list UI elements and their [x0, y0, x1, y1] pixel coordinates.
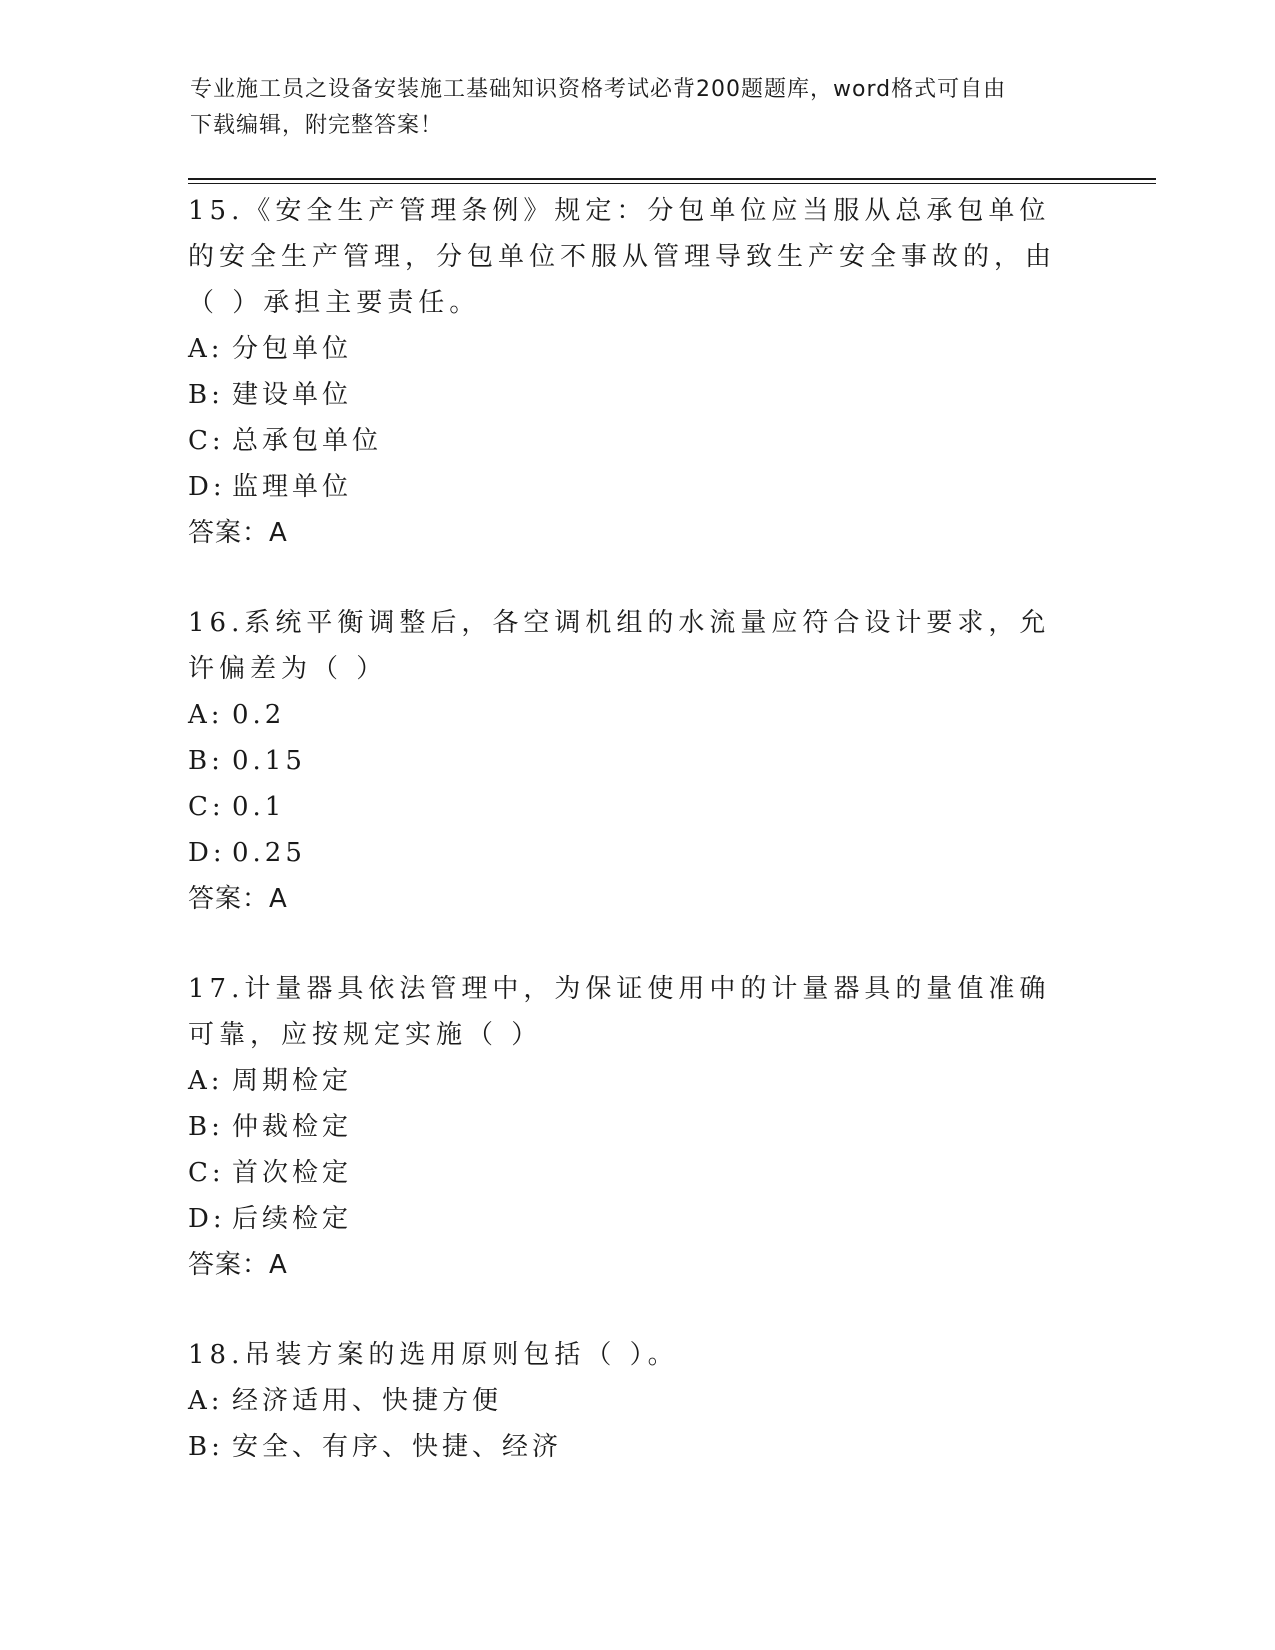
option-text: 安全、有序、快捷、经济 — [232, 1432, 563, 1462]
option-text: 0.1 — [232, 792, 286, 822]
option-b — [188, 372, 1078, 418]
option-b — [188, 738, 1078, 784]
question-text: 17.计量器具依法管理中，为保证使用中的计量器具的量值准确可靠，应按规定实施（ ） — [188, 974, 1051, 1050]
option-letter: D: — [188, 1204, 226, 1234]
option-text: 建设单位 — [232, 380, 353, 410]
option-letter: D: — [188, 472, 226, 502]
header-title-line-2: 下载编辑，附完整答案！ — [190, 113, 444, 138]
question-text: 18.吊装方案的选用原则包括（ ）。 — [188, 1340, 679, 1370]
option-letter: B: — [188, 380, 224, 410]
option-a — [188, 692, 1078, 738]
option-letter: B: — [188, 1112, 224, 1142]
option-c — [188, 784, 1078, 830]
option-letter: C: — [188, 426, 225, 456]
answer-line: 答案：A — [188, 1250, 288, 1280]
option-letter: A: — [188, 1066, 224, 1096]
option-text: 仲裁检定 — [232, 1112, 353, 1142]
header-title-line-1: 专业施工员之设备安装施工基础知识资格考试必背200题题库，word格式可自由 — [190, 77, 1007, 102]
option-c — [188, 1150, 1078, 1196]
option-letter: D: — [188, 838, 226, 868]
option-a — [188, 1378, 1078, 1424]
option-a — [188, 326, 1078, 372]
option-text: 监理单位 — [232, 472, 353, 502]
option-text: 0.25 — [232, 838, 306, 868]
option-letter: A: — [188, 1386, 224, 1416]
option-b — [188, 1424, 1078, 1470]
option-d — [188, 464, 1078, 510]
question-17 — [188, 966, 1078, 1288]
option-text: 首次检定 — [232, 1158, 353, 1188]
option-letter: C: — [188, 792, 225, 822]
option-text: 经济适用、快捷方便 — [232, 1386, 503, 1416]
option-letter: A: — [188, 334, 224, 364]
question-16 — [188, 600, 1078, 922]
question-text: 15.《安全生产管理条例》规定：分包单位应当服从总承包单位的安全生产管理，分包单位不服从管理导致生产安全事故的，由（ ）承担主要责任。 — [188, 196, 1057, 318]
option-d — [188, 830, 1078, 876]
question-15 — [188, 188, 1078, 556]
option-d — [188, 1196, 1078, 1242]
option-text: 0.15 — [232, 746, 306, 776]
option-text: 后续检定 — [232, 1204, 353, 1234]
option-letter: C: — [188, 1158, 225, 1188]
option-text: 总承包单位 — [232, 426, 383, 456]
header-divider-thin — [188, 183, 1156, 184]
option-letter: B: — [188, 1432, 224, 1462]
document-header — [190, 72, 1090, 144]
option-letter: B: — [188, 746, 224, 776]
option-text: 分包单位 — [232, 334, 353, 364]
question-text: 16.系统平衡调整后，各空调机组的水流量应符合设计要求，允许偏差为（ ） — [188, 608, 1051, 684]
option-text: 周期检定 — [232, 1066, 353, 1096]
option-text: 0.2 — [232, 700, 286, 730]
option-c — [188, 418, 1078, 464]
question-list — [188, 188, 1078, 1514]
answer-line: 答案：A — [188, 518, 288, 548]
answer-line: 答案：A — [188, 884, 288, 914]
question-18 — [188, 1332, 1078, 1470]
option-b — [188, 1104, 1078, 1150]
header-divider-thick — [188, 178, 1156, 180]
option-letter: A: — [188, 700, 224, 730]
option-a — [188, 1058, 1078, 1104]
